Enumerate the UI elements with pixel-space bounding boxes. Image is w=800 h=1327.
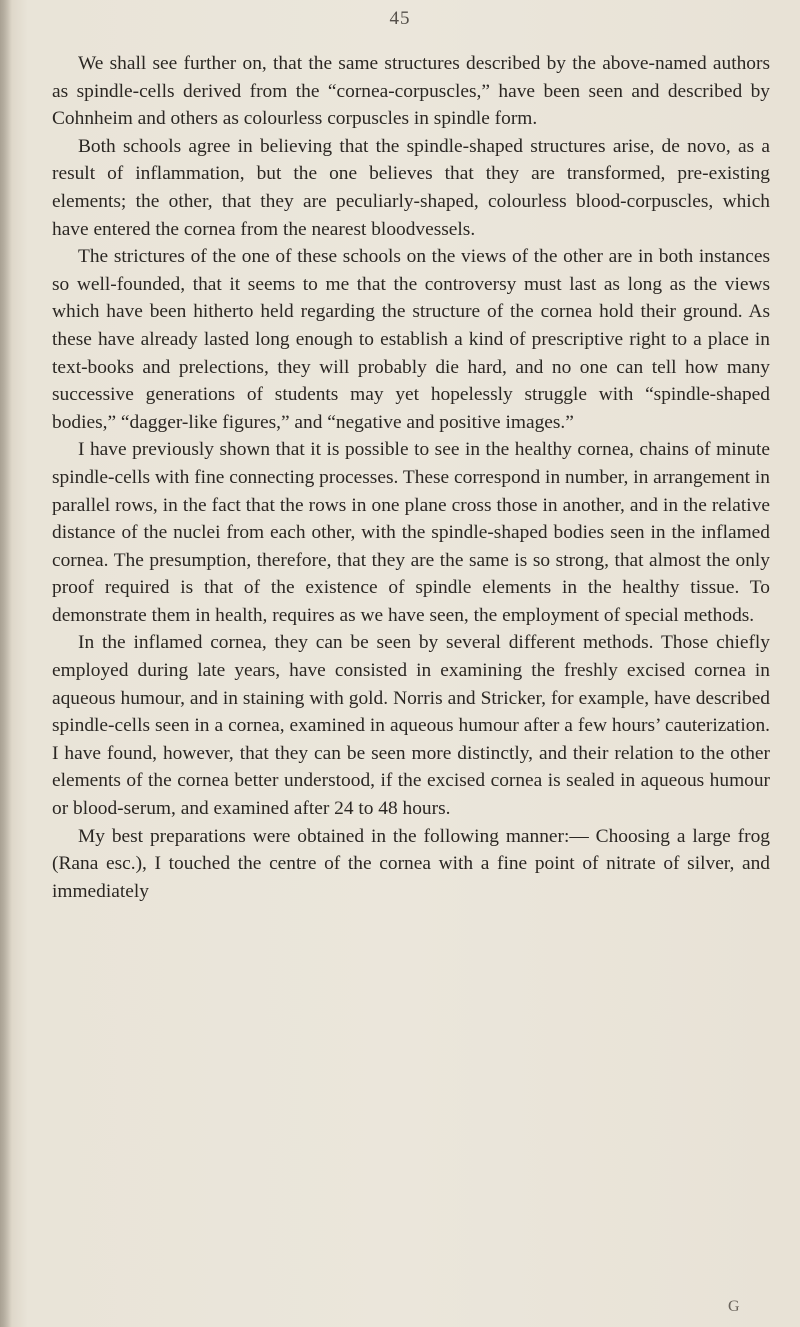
paragraph-6: My best preparations were obtained in the following manner:— Choosing a large frog (Rana esc.), I touched the centre of the cornea with a fine point of nitrate of silver, and immediately	[52, 825, 770, 902]
paragraph-2: Both schools agree in believing that the spindle-shaped structures arise, de novo, as a result of inflammation, but the one believes that they are transformed, pre-existing elements; the other, that they are peculiarly-shaped, colourless blood-corpuscles, which have entered the cornea from the nearest bloodvessels.	[52, 135, 770, 240]
binding-shadow	[0, 0, 12, 1327]
paragraph-4: I have previously shown that it is possible to see in the healthy cornea, chains of minute spindle-cells with fine connecting processes. These correspond in number, in arrangement in parallel rows, in the fact that the rows in one plane cross those in another, and in the relative distance of the nuclei from each other, with the spindle-shaped bodies seen in the inflamed cornea. The presumption, therefore, that they are the same is so strong, that almost the only proof required is that of the existence of spindle elements in the healthy tissue. To demonstrate them in health, requires as we have seen, the employment of special methods.	[52, 439, 770, 626]
paragraph-3: The strictures of the one of these schools on the views of the other are in both instances so well-founded, that it seems to me that the controversy must last as long as the views which have been hitherto held regarding the structure of the cornea hold their ground. As these have already lasted long enough to establish a kind of prescriptive right to a place in text-books and prelections, they will probably die hard, and no one can tell how many successive generations of students may yet hopelessly struggle with “spindle-shaped bodies,” “dagger-like figures,” and “negative and positive images.”	[52, 246, 770, 433]
paragraph-1: We shall see further on, that the same structures described by the above-named authors as spindle-cells derived from the “cornea-corpuscles,” have been seen and described by Cohnheim and others as colourless corpuscles in spindle form.	[52, 53, 770, 130]
page-number: 45	[389, 8, 411, 29]
signature-mark: G	[728, 1298, 740, 1315]
body-text	[52, 50, 770, 905]
paragraph-5: In the inflamed cornea, they can be seen by several different methods. Those chiefly employed during late years, have consisted in examining the freshly excised cornea in aqueous humour, and in staining with gold. Norris and Stricker, for example, have described spindle-cells seen in a cornea, examined in aqueous humour after a few hours’ cauterization. I have found, however, that they can be seen more distinctly, and their relation to the other elements of the cornea better understood, if the excised cornea is sealed in aqueous humour or blood-serum, and examined after 24 to 48 hours.	[52, 632, 770, 820]
